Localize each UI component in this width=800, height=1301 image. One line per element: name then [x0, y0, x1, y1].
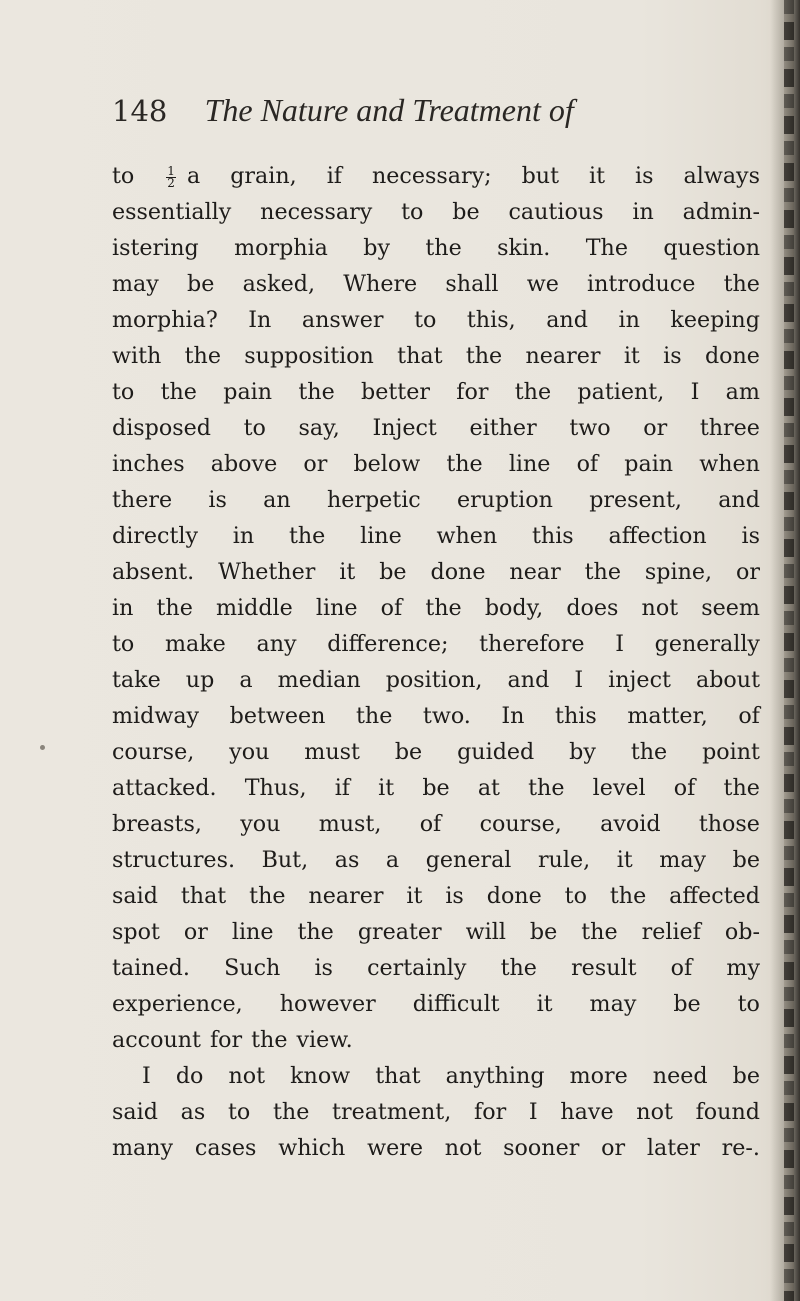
body-text	[112, 158, 760, 1166]
margin-mark	[40, 745, 45, 750]
text-line: disposed to say, Inject either two or three	[112, 415, 760, 441]
text-line: experience, however difficult it may be to	[112, 991, 760, 1017]
text-line: to $\frac{1}{2}$ a grain, if necessary; but it is always	[112, 163, 760, 190]
text-line: absent. Whether it be done near the spine, or	[112, 559, 760, 585]
text-line: attacked. Thus, if it be at the level of the	[112, 775, 760, 801]
text-line: many cases which were not sooner or later re-.	[112, 1135, 760, 1161]
text-line: course, you must be guided by the point	[112, 739, 760, 765]
text-line: midway between the two. In this matter, of	[112, 703, 760, 729]
fraction-half: $\frac{1}{2}$	[167, 163, 175, 190]
page-edge-strip	[784, 0, 794, 1301]
text-line-paragraph-start: I do not know that anything more need be	[142, 1063, 760, 1089]
running-header	[112, 92, 574, 129]
text-line: structures. But, as a general rule, it may be	[112, 847, 760, 873]
text-line: said that the nearer it is done to the affected	[112, 883, 760, 909]
text-line: inches above or below the line of pain when	[112, 451, 760, 477]
text-line: take up a median position, and I inject about	[112, 667, 760, 693]
running-title: The Nature and Treatment of	[204, 92, 574, 128]
text-line: tained. Such is certainly the result of my	[112, 955, 760, 981]
text-line: with the supposition that the nearer it is done	[112, 343, 760, 369]
text-line: there is an herpetic eruption present, and	[112, 487, 760, 513]
text-line: spot or line the greater will be the relief ob-	[112, 919, 760, 945]
text-line: directly in the line when this affection is	[112, 523, 760, 549]
text-line: breasts, you must, of course, avoid those	[112, 811, 760, 837]
text-line: to make any difference; therefore I generally	[112, 631, 760, 657]
text-line: morphia? In answer to this, and in keeping	[112, 307, 760, 333]
text-line: in the middle line of the body, does not seem	[112, 595, 760, 621]
text-line: may be asked, Where shall we introduce the	[112, 271, 760, 297]
text-line: said as to the treatment, for I have not found	[112, 1099, 760, 1125]
text-line: to the pain the better for the patient, I am	[112, 379, 760, 405]
text-line-paragraph-end: account for the view.	[112, 1027, 353, 1053]
text-line: essentially necessary to be cautious in admin-	[112, 199, 760, 225]
text-line: istering morphia by the skin. The question	[112, 235, 760, 261]
page-number: 148	[112, 94, 168, 128]
